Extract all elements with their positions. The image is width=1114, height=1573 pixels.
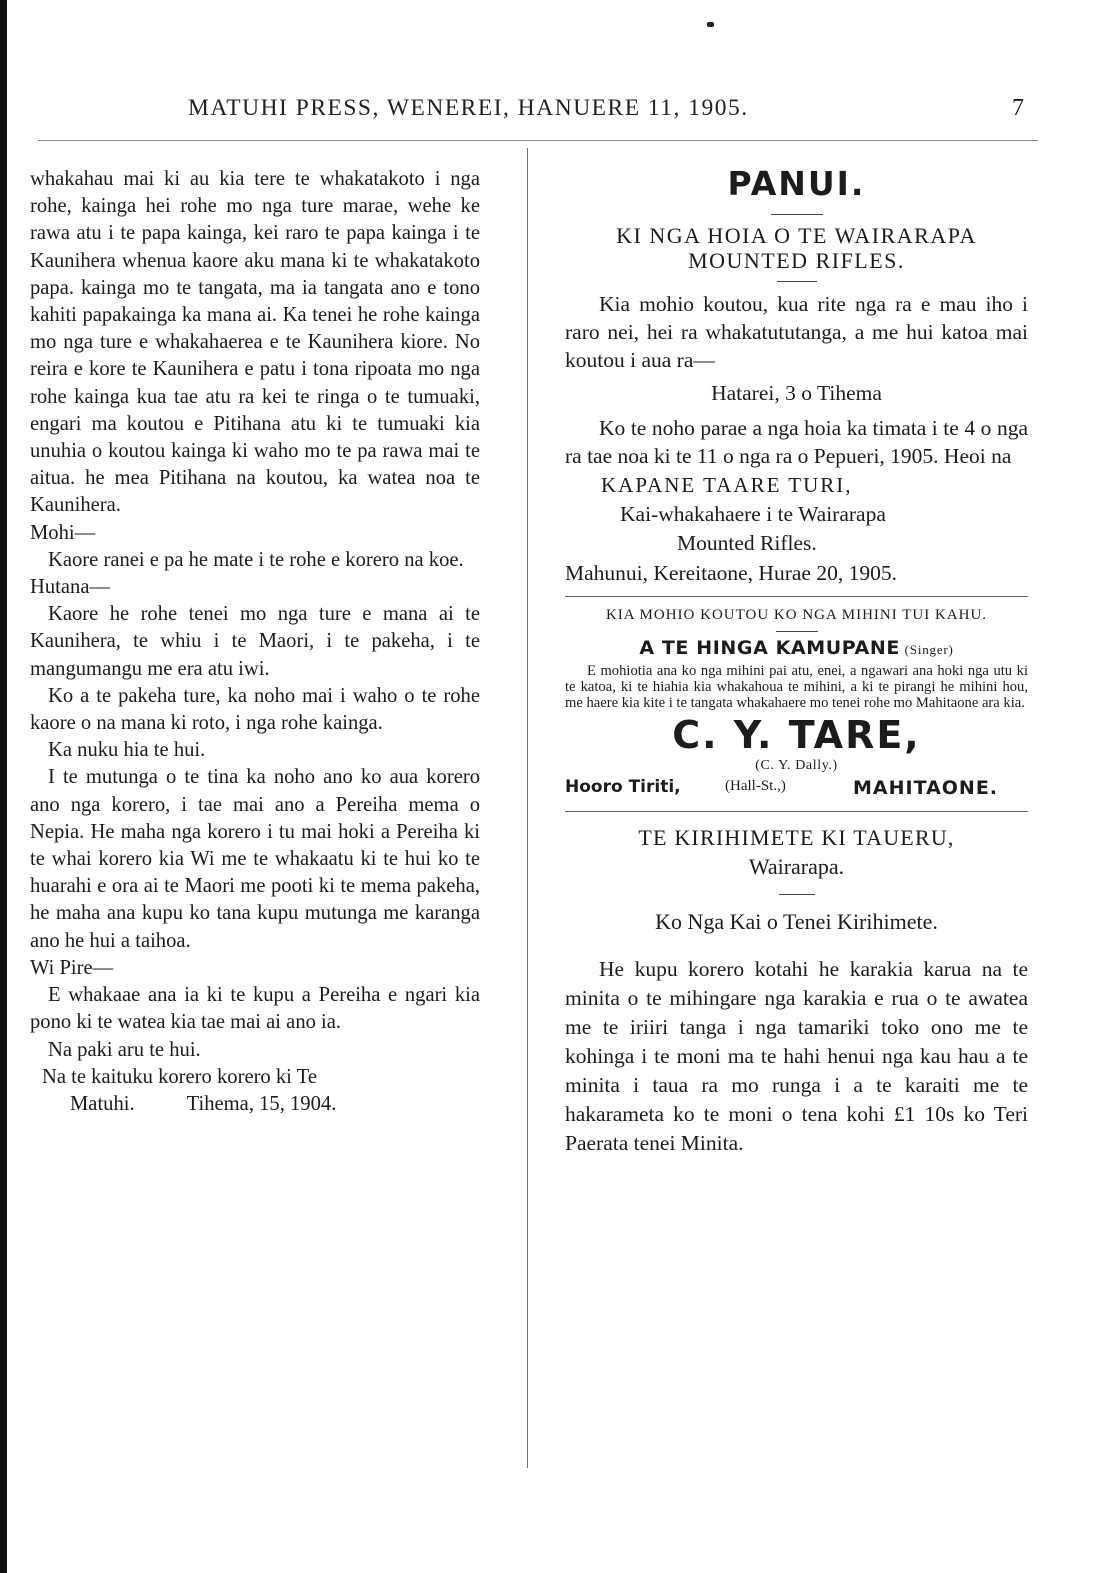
ad-agent-name: C. Y. TARE,: [672, 713, 921, 758]
speaker-label: Hutana—: [30, 576, 111, 599]
notice-signatory-role: Mounted Rifles.: [677, 531, 817, 555]
minutes-paragraph: I te mutunga o te tina ka noho ano ko aua korero ano nga korero, i tae mai ano a Pereiha mema o Nepia. He maha nga korero i tu mai hoki a Pereiha ki te whai korero kia Wi me te whakaatu ki te hui ko te huarahi e ora ai te Maori me pooti ki te mema pakeha, he maha ana kupu ko tana kupu mutunga me karanga ano he hui a taihoa.: [30, 766, 480, 952]
notice-signatory: KAPANE TAARE TURI,: [601, 473, 853, 497]
ad-company-line: [565, 636, 1028, 662]
short-rule: [779, 894, 815, 895]
notice-date: Hatarei, 3 o Tihema: [711, 381, 882, 405]
minutes-paragraph: Na paki aru te hui.: [48, 1038, 201, 1061]
short-rule: [777, 281, 817, 282]
running-title: MATUHI PRESS, WENEREI, HANUERE 11, 1905.: [188, 95, 749, 121]
signoff-paper-name: Matuhi.: [70, 1092, 135, 1115]
ad-street: Hooro Tiriti,: [565, 777, 681, 798]
speaker-label: Mohi—: [30, 521, 96, 544]
minutes-paragraph: E whakaae ana ia ki te kupu a Pereiha e ngari kia pono ki te watea kia tae mai ai ano ia.: [30, 984, 480, 1034]
notice-heading: MOUNTED RIFLES.: [688, 248, 905, 273]
page-number: 7: [1012, 95, 1024, 121]
binding-edge: [0, 0, 7, 1573]
left-column: [30, 166, 480, 1118]
notice-paragraph: Ko te noho parae a nga hoia ka timata i te 4 o nga ra tae noa ki te 11 o nga ra o Pepueri, 1905. Heoi na: [565, 416, 1028, 468]
minutes-paragraph: whakahau mai ki au kia tere te whakatakoto i nga rohe, kainga hei rohe mo nga ture marae, wehe ke rawa atu i te papa kainga, kei raro te papa kainga i te Kaunihera whenua kaore aku mana ki te whakatakoto papa. kainga mo te tangata, ma ia tangata ano e tono kahiti papakainga ka mana ai. Ka tenei he rohe kainga mo nga ture e whakahaerea e te Kaunihera kiore. No reira e kore te Kaunihera e patu i tona ripoata mo nga rohe kainga kua tae atu ra kei te ringa o te tumuaki, engari ma koutou e Pitihana atu ki te tumuaki kia unuhia o koutou kainga ki waho mo te pa rawa mai te aitua. he mea Pitihana na koutou, ka watea noa te Kaunihera.: [30, 168, 480, 517]
notice-place-date: Mahunui, Kereitaone, Hurae 20, 1905.: [565, 561, 897, 585]
singer-advertisement: [565, 607, 1028, 803]
right-column: [565, 162, 1028, 1158]
minutes-paragraph: Kaore he rohe tenei mo nga ture e mana ai te Kaunihera, te whiu i te Maori, i te pakeha, i te mangumangu me era atu iwi.: [30, 603, 480, 680]
signoff-line: [30, 1091, 480, 1118]
ad-agent-english: (C. Y. Dally.): [755, 758, 838, 774]
section-rule: [565, 811, 1028, 812]
article-heading: TE KIRIHIMETE KI TAUERU,: [638, 825, 955, 851]
panui-notice: [565, 162, 1028, 588]
christmas-article: [565, 824, 1028, 1158]
header-rule: [38, 140, 1038, 141]
ad-town: MAHITAONE.: [853, 777, 999, 800]
section-rule: [565, 596, 1028, 597]
minutes-paragraph: Kaore ranei e pa he mate i te rohe e korero na koe.: [48, 548, 464, 571]
signoff-date: Tihema, 15, 1904.: [186, 1092, 337, 1115]
notice-title: PANUI.: [727, 164, 866, 203]
article-subheading: Ko Nga Kai o Tenei Kirihimete.: [655, 909, 938, 935]
ad-body: E mohiotia ana ko nga mihini pai atu, enei, a ngawari ana hoki nga utu ki te katoa, ki te hiahia kia whakahoua te mihini, a ki te pirangi he mihini hou, me haere kia kite i te tangata whakahaere mo tenei rohe mo Mahitaone ara kia.: [565, 663, 1028, 711]
notice-paragraph: Kia mohio koutou, kua rite nga ra e mau iho i raro nei, hei ra whakatututanga, a me hui katoa mai koutou i aua ra—: [565, 292, 1028, 372]
signoff-line: Na te kaituku korero korero ki Te: [42, 1065, 317, 1088]
ad-address-row: [565, 777, 1028, 803]
ad-street-english: (Hall-St.,): [725, 778, 786, 795]
notice-signatory-role: Kai-whakahaere i te Wairarapa: [620, 502, 886, 526]
ink-speck: [707, 22, 714, 27]
short-rule: [771, 214, 823, 215]
ad-company-note: (Singer): [904, 642, 954, 657]
article-place: Wairarapa.: [748, 854, 845, 880]
minutes-paragraph: Ko a te pakeha ture, ka noho mai i waho o te rohe kaore o na mana ki roto, i nga rohe kainga.: [30, 684, 480, 735]
short-rule: [776, 631, 818, 632]
column-divider: [527, 148, 528, 1468]
article-body: He kupu korero kotahi he karakia karua na te minita o te mihingare nga karakia e rua o te awatea me te iriiri tanga i nga tamariki toko ono me te kohinga i te moni ma te hahi henui nga kau hau a te minita i taua ra mo runga i a te karaiti me te hakarameta ko te moni o tena kohi £1 10s ko Teri Paerata tenei Minita.: [565, 957, 1028, 1156]
ad-company: A TE HINGA KAMUPANE: [639, 637, 900, 659]
minutes-paragraph: Ka nuku hia te hui.: [48, 739, 206, 762]
speaker-label: Wi Pire—: [30, 956, 114, 979]
notice-heading: KI NGA HOIA O TE WAIRARAPA: [616, 223, 977, 248]
ad-heading: KIA MOHIO KOUTOU KO NGA MIHINI TUI KAHU.: [605, 607, 988, 623]
page-header: [0, 95, 1114, 125]
